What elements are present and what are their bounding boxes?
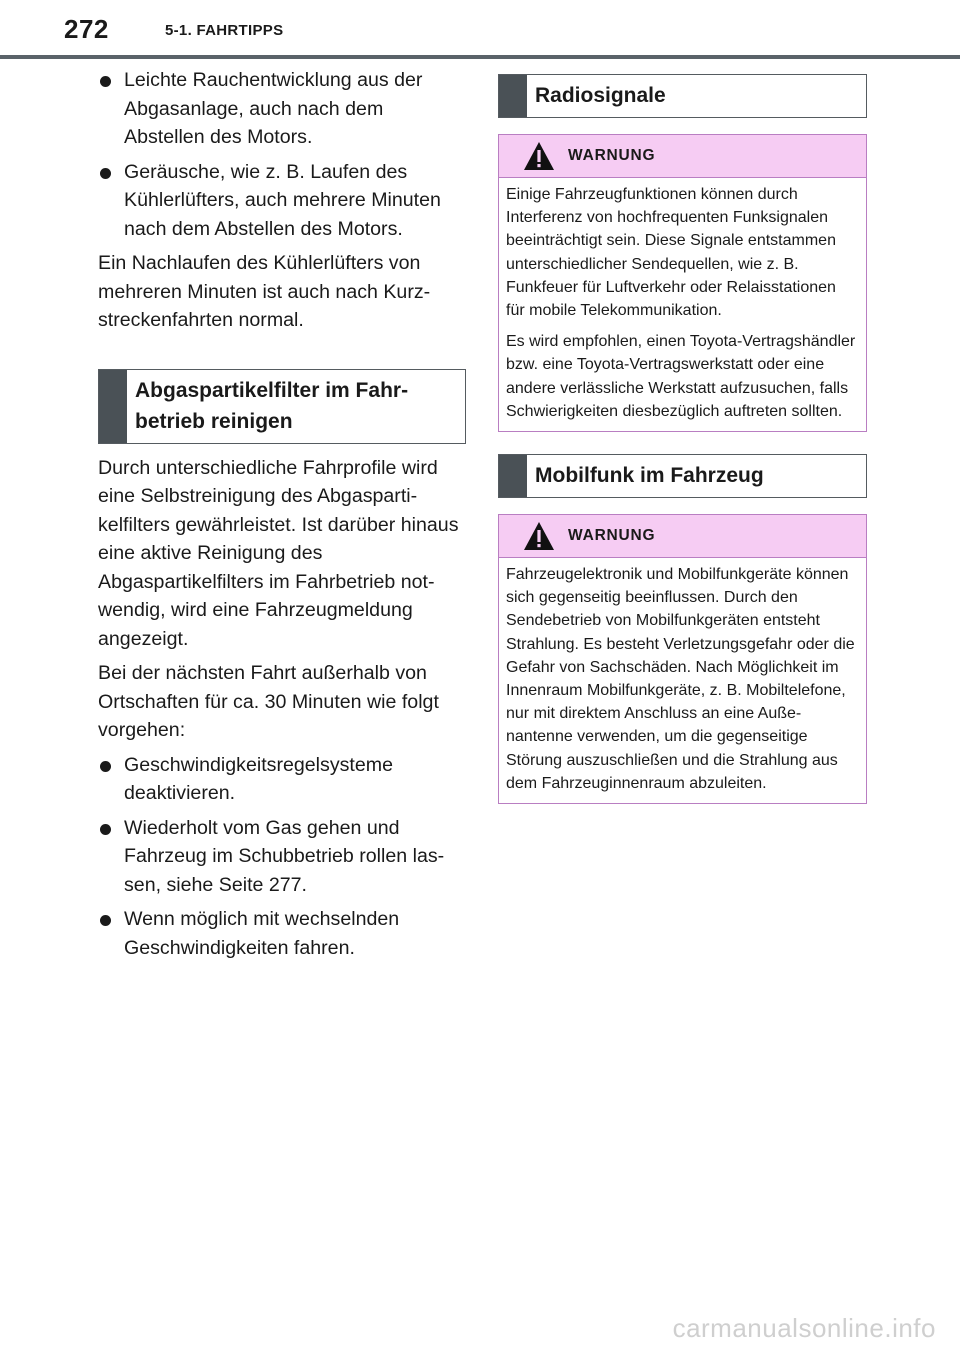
warning-header: [499, 515, 866, 558]
warning-paragraph: Einige Fahrzeugfunktionen können durch Interferenz von hochfrequenten Funksignalen beeinträchtigt sein. Diese Signale entstammen unterschiedlicher Sendequellen, wie z. B. Funkfeuer für Luftverkehr oder Relaisstationen für mobile Telekommunikation.: [506, 186, 836, 320]
page-header: [0, 0, 960, 60]
warning-body: [499, 178, 866, 431]
section-heading-text: Abgaspartikelfilter im Fahrbetrieb reinigen: [135, 378, 409, 433]
left-column: [98, 66, 466, 965]
list-item: [98, 814, 466, 900]
paragraph: Ein Nachlaufen des Kühlerlüfters von mehreren Minuten ist auch nach Kurzstreckenfahrten normal.: [98, 252, 431, 331]
warning-box: [498, 134, 867, 432]
section-heading: [498, 74, 867, 118]
bullet-icon: [100, 824, 111, 835]
warning-box: [498, 514, 867, 804]
section-heading: [498, 454, 867, 498]
right-column: [498, 74, 867, 804]
warning-icon: [523, 141, 555, 171]
list-item-text: Wenn möglich mit wechselnden Geschwindigkeiten fahren.: [124, 908, 400, 959]
page-number: 272: [64, 14, 109, 44]
paragraph: Bei der nächsten Fahrt außerhalb von Ortschaften für ca. 30 Minuten wie folgt vorgehen:: [98, 662, 439, 741]
warning-header: [499, 135, 866, 178]
header-divider: [0, 55, 960, 59]
warning-icon: [523, 521, 555, 551]
list-item-text: Geschwindigkeitsregelsysteme deaktivieren.: [124, 753, 393, 804]
warning-paragraph: Es wird empfohlen, einen Toyota-Vertragshändler bzw. eine Toyota-Vertragswerkstatt oder eine andere verlässliche Werkstatt aufzusuchen, falls Schwierigkeiten diesbezüglich auftreten sollten.: [506, 333, 856, 420]
section-heading-text: Radiosignale: [535, 84, 666, 107]
list-item: [98, 751, 466, 808]
section-title: 5-1. FAHRTIPPS: [165, 22, 284, 39]
warning-label: WARNUNG: [568, 527, 656, 545]
warning-body: [499, 558, 866, 803]
list-item: [98, 158, 466, 244]
list-item-text: Geräusche, wie z. B. Laufen des Kühlerlüfters, auch mehrere Minuten nach dem Abstellen des Motors.: [124, 160, 441, 240]
heading-bar: [499, 75, 527, 117]
bullet-icon: [100, 168, 111, 179]
paragraph: Durch unterschiedliche Fahrprofile wird eine Selbstreinigung des Abgaspartikelfilters gewährleistet. Ist darüber hinaus eine aktive Reinigung des Abgaspartikelfilters im Fahrbetrieb notwendig, wird eine Fahrzeugmeldung angezeigt.: [98, 456, 459, 650]
bullet-icon: [100, 76, 111, 87]
list-item: [98, 905, 466, 962]
list-item-text: Wiederholt vom Gas gehen und Fahrzeug im Schubbetrieb rollen lassen, siehe Seite 277.: [124, 816, 445, 896]
warning-paragraph: Fahrzeugelektronik und Mobilfunkgeräte können sich gegenseitig beeinflussen. Durch den Sendebetrieb von Mobilfunkgeräten entsteht Strahlung. Es besteht Verletzungsgefahr oder die Gefahr von Sachschäden. Nach Möglichkeit im Innenraum Mobilfunkgeräte, z. B. Mobiltelefone, nur mit direktem Anschluss an eine Außenantenne verwenden, um die gegenseitige Störung auszuschließen und die Strahlung aus dem Fahrzeuginnenraum abzuleiten.: [506, 566, 855, 792]
heading-bar: [499, 455, 527, 497]
section-heading-text: Mobilfunk im Fahrzeug: [535, 464, 764, 488]
section-heading: [98, 369, 466, 444]
bullet-icon: [100, 761, 111, 772]
bullet-icon: [100, 915, 111, 926]
list-item-text: Leichte Rauchentwicklung aus der Abgasanlage, auch nach dem Abstellen des Motors.: [124, 69, 423, 148]
warning-label: WARNUNG: [568, 147, 656, 164]
list-item: [98, 66, 466, 152]
heading-bar: [99, 370, 127, 443]
watermark: carmanualsonline.info: [672, 1313, 936, 1343]
